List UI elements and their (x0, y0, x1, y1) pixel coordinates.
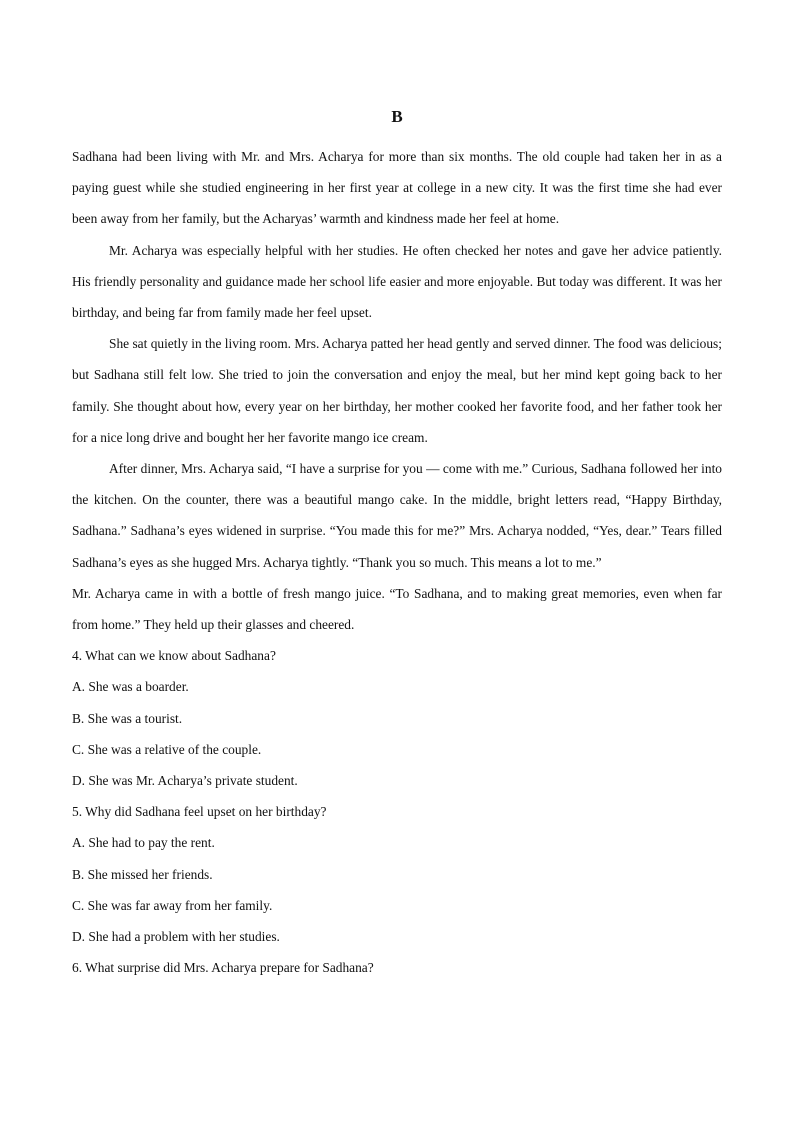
passage-paragraph-1: Sadhana had been living with Mr. and Mrs. Acharya for more than six months. The old couple had taken her in as a paying guest while she studied engineering in her first year at college in a new city. It was the first time she had ever been away from her family, but the Acharyas’ warmth and kindness made her feel at home. (72, 149, 722, 227)
question-4-option-c: C. She was a relative of the couple. (72, 741, 262, 757)
document-page (72, 0, 722, 1123)
question-4-option-d: D. She was Mr. Acharya’s private student. (72, 773, 298, 789)
question-6: 6. What surprise did Mrs. Acharya prepare for Sadhana? (72, 960, 374, 976)
question-5-option-d: D. She had a problem with her studies. (72, 929, 280, 945)
section-title: B (391, 107, 403, 126)
question-4: 4. What can we know about Sadhana? (72, 648, 276, 664)
question-5: 5. Why did Sadhana feel upset on her birthday? (72, 804, 327, 820)
passage-paragraph-2: Mr. Acharya was especially helpful with her studies. He often checked her notes and gave her advice patiently. His friendly personality and guidance made her school life easier and more enjoyable. But today was different. It was her birthday, and being far from family made her feel upset. (72, 242, 722, 321)
question-5-option-a: A. She had to pay the rent. (72, 835, 215, 851)
question-4-option-b: B. She was a tourist. (72, 710, 183, 726)
passage-paragraph-5: Mr. Acharya came in with a bottle of fresh mango juice. “To Sadhana, and to making great memories, even when far from home.” They held up their glasses and cheered. (72, 585, 722, 633)
passage-paragraph-3: She sat quietly in the living room. Mrs. Acharya patted her head gently and served dinner. The food was delicious; but Sadhana still felt low. She tried to join the conversation and enjoy the meal, but her mind kept going back to her family. She thought about how, every year on her birthday, her mother cooked her favorite food, and her father took her for a nice long drive and bought her her favorite mango ice cream. (72, 336, 722, 445)
question-5-option-c: C. She was far away from her family. (72, 897, 273, 913)
question-4-option-a: A. She was a boarder. (72, 679, 189, 695)
passage-and-questions (72, 141, 722, 983)
question-5-option-b: B. She missed her friends. (72, 866, 213, 882)
passage-paragraph-4: After dinner, Mrs. Acharya said, “I have a surprise for you — come with me.” Curious, Sadhana followed her into the kitchen. On the counter, there was a beautiful mango cake. In the middle, bright letters read, “Happy Birthday, Sadhana.” Sadhana’s eyes widened in surprise. “You made this for me?” Mrs. Acharya nodded, “Yes, dear.” Tears filled Sadhana’s eyes as she hugged Mrs. Acharya tightly. “Thank you so much. This means a lot to me.” (72, 461, 722, 570)
